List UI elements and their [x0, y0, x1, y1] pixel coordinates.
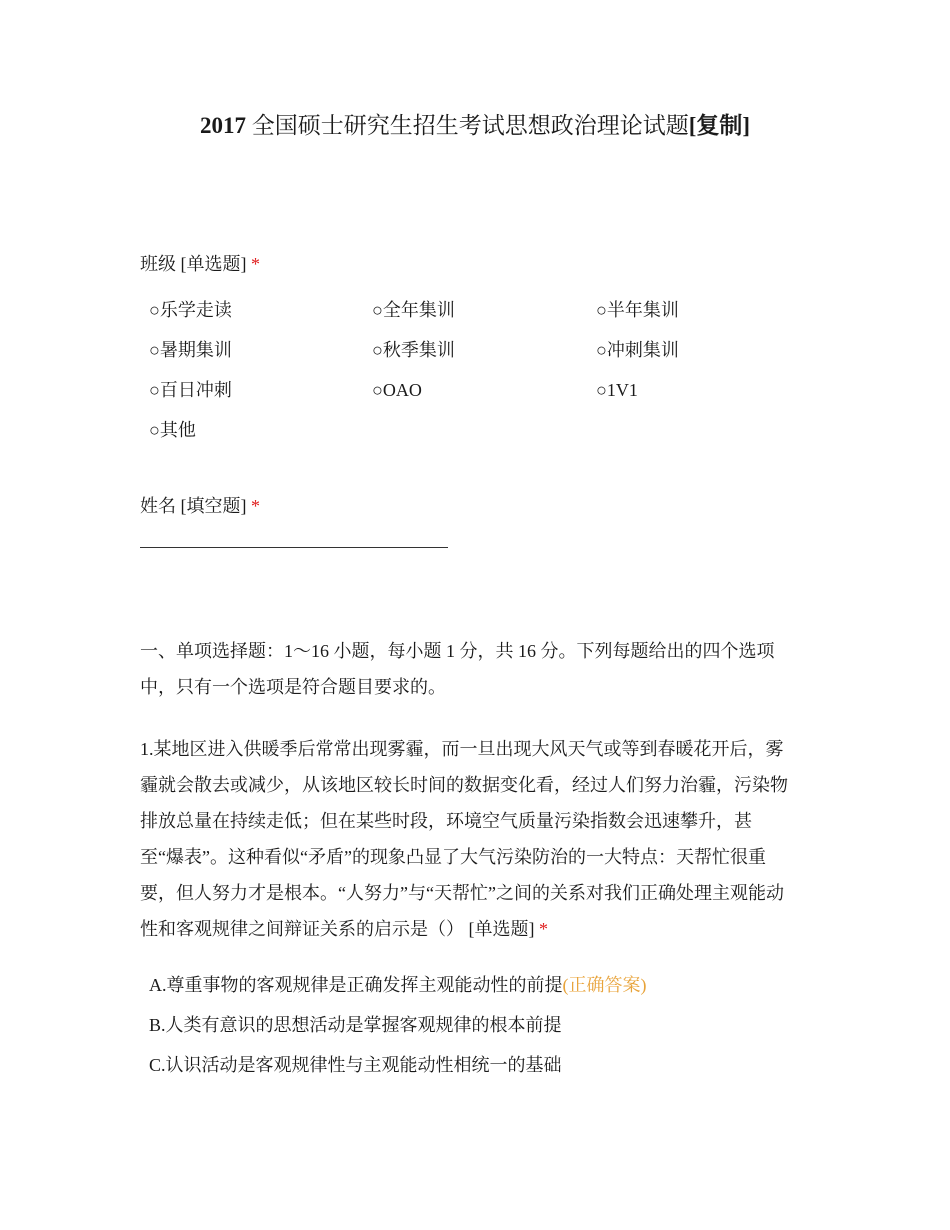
option-radio[interactable]: ○OAO [372, 380, 422, 400]
required-mark: * [251, 254, 260, 274]
question-1-stem [140, 731, 820, 947]
question-line: 要，但人努力才是根本。“人努力”与“天帮忙”之间的关系对我们正确处理主观能动 [140, 883, 784, 903]
question-class-type: [单选题] [180, 254, 247, 274]
option-radio[interactable]: ○暑期集训 [149, 340, 232, 360]
answer-option-text: A.尊重事物的客观规律是正确发挥主观能动性的前提 [149, 975, 563, 995]
question-line: 至“爆表”。这种看似“矛盾”的现象凸显了大气污染防治的一大特点：天帮忙很重 [140, 847, 766, 867]
answer-option-c[interactable]: C.认识活动是客观规律性与主观能动性相统一的基础 [149, 1055, 562, 1075]
title-text: 全国硕士研究生招生考试思想政治理论试题 [251, 113, 689, 138]
correct-answer-tag: (正确答案) [562, 975, 647, 995]
section-line: 一、单项选择题：1～16 小题，每小题 1 分，共 16 分。下列每题给出的四个选项 [140, 641, 775, 661]
question-line: 霾就会散去或减少，从该地区较长时间的数据变化看，经过人们努力治霾，污染物 [140, 775, 788, 795]
question-name-title: 姓名 [140, 496, 176, 516]
section-instructions [140, 633, 820, 705]
name-fill-blank[interactable] [140, 547, 448, 548]
title-suffix: [复制] [688, 113, 751, 138]
title-number: 2017 [199, 113, 246, 138]
option-radio[interactable]: ○秋季集训 [372, 340, 455, 360]
option-radio[interactable]: ○乐学走读 [149, 300, 232, 320]
section-line: 中，只有一个选项是符合题目要求的。 [140, 677, 446, 697]
option-radio[interactable]: ○冲刺集训 [596, 340, 679, 360]
required-mark: * [251, 496, 260, 516]
option-radio[interactable]: ○其他 [149, 420, 196, 440]
answer-option-a[interactable] [149, 973, 647, 997]
answer-option-b[interactable]: B.人类有意识的思想活动是掌握客观规律的根本前提 [149, 1015, 562, 1035]
question-class-title: 班级 [140, 254, 176, 274]
question-line [140, 911, 820, 947]
question-1-type: [单选题] [468, 919, 535, 939]
option-radio[interactable]: ○全年集训 [372, 300, 455, 320]
required-mark: * [539, 919, 548, 939]
question-line: 1.某地区进入供暖季后常常出现雾霾，而一旦出现大风天气或等到春暖花开后，雾 [140, 739, 784, 759]
question-name-type: [填空题] [180, 496, 247, 516]
option-radio[interactable]: ○半年集训 [596, 300, 679, 320]
question-name-label [140, 494, 260, 518]
question-line: 排放总量在持续走低；但在某些时段，环境空气质量污染指数会迅速攀升，甚 [140, 811, 752, 831]
question-class-label [140, 252, 260, 276]
question-line-text: 性和客观规律之间辩证关系的启示是（） [140, 919, 464, 939]
option-radio[interactable]: ○百日冲刺 [149, 380, 232, 400]
option-radio[interactable]: ○1V1 [596, 380, 638, 400]
page-title [0, 108, 950, 144]
